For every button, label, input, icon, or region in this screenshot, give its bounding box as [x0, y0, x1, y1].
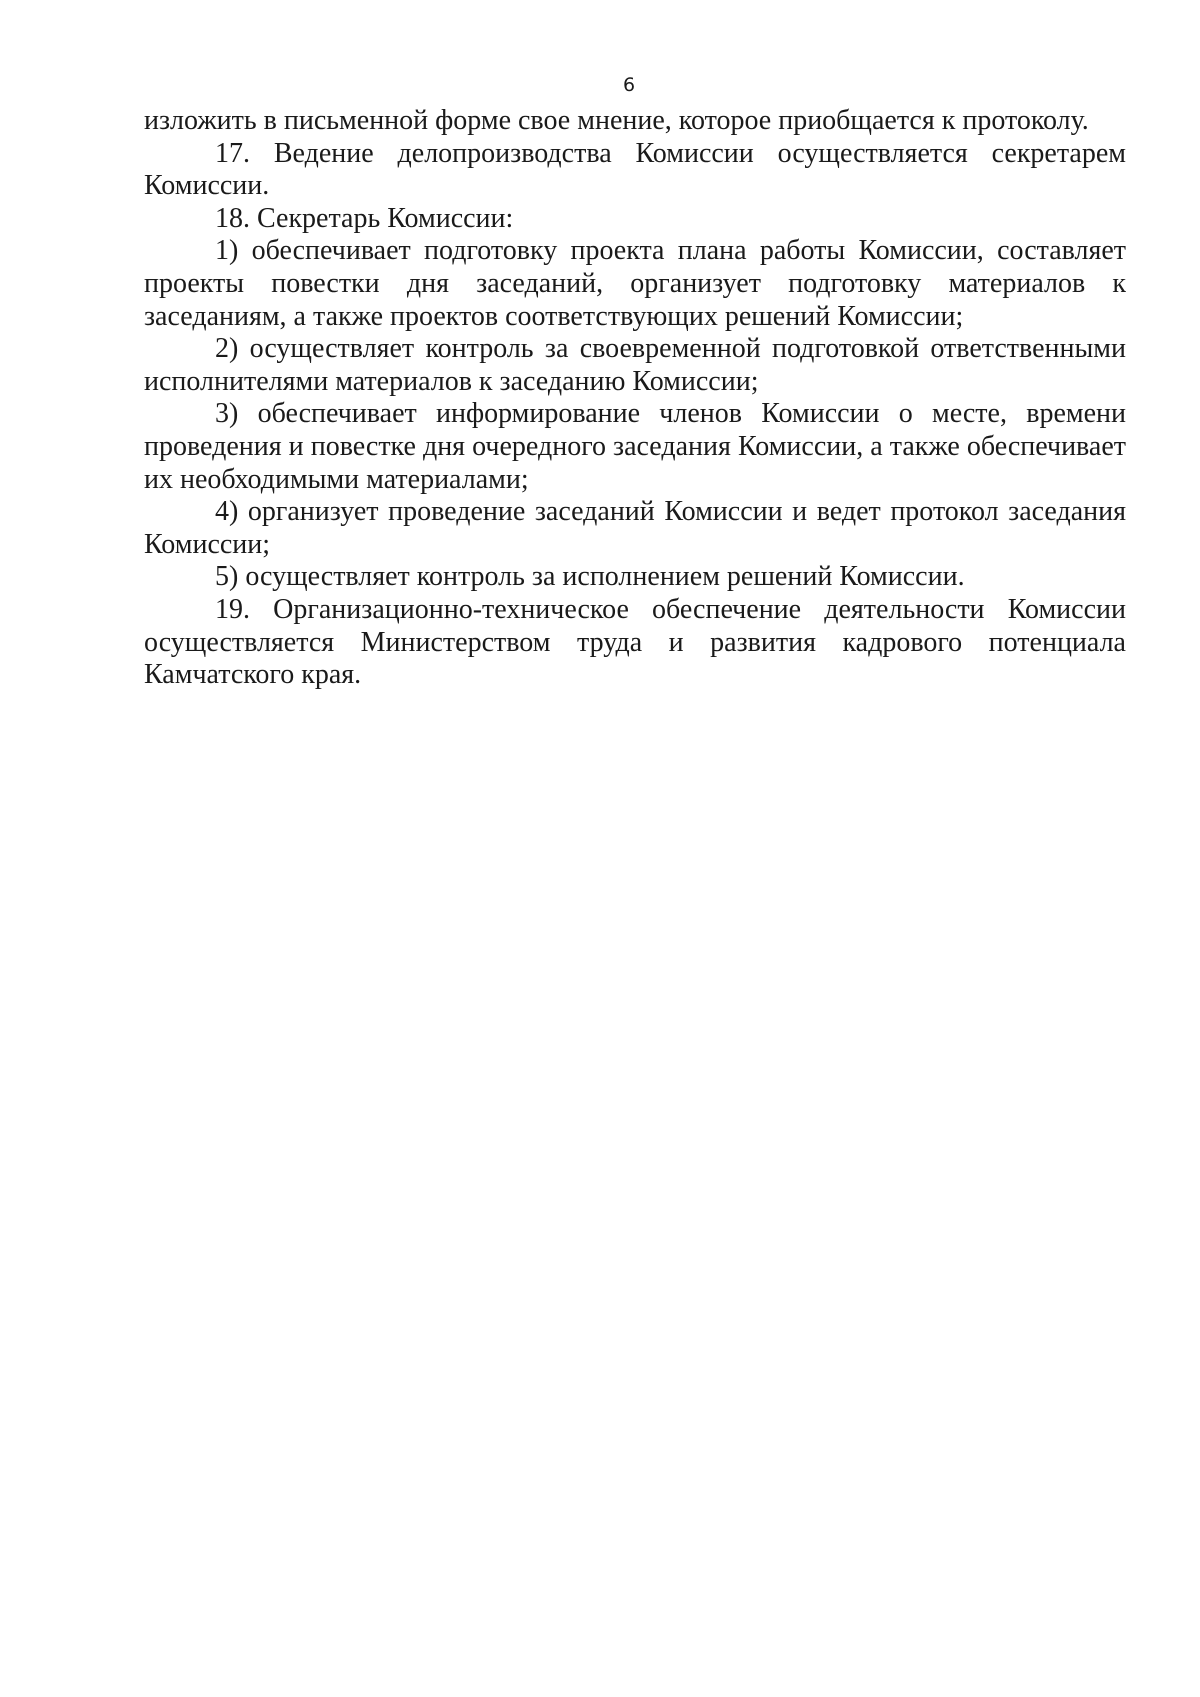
document-body: [144, 105, 1126, 692]
paragraph-item-18-5: 5) осуществляет контроль за исполнением решений Комиссии.: [215, 561, 965, 593]
paragraph-item-19: 19. Организационно-техническое обеспечение деятельности Комиссии осуществляется Министерством труда и развития кадрового потенциала Камчатского края.: [144, 593, 1126, 691]
paragraph-continuation: изложить в письменной форме свое мнение, которое приобщается к протоколу.: [144, 105, 1089, 136]
paragraph-item-18-3: 3) обеспечивает информирование членов Комиссии о месте, времени проведения и повестке дня очередного заседания Комиссии, а также обеспечивает их необходимыми материалами;: [144, 398, 1126, 495]
paragraph-item-18-4: 4) организует проведение заседаний Комиссии и ведет протокол заседания Комиссии;: [144, 496, 1126, 560]
paragraph-item-17: 17. Ведение делопроизводства Комиссии осуществляется секретарем Комиссии.: [144, 137, 1126, 202]
page-number: 6: [622, 74, 636, 96]
paragraph-item-18: 18. Секретарь Комиссии:: [215, 202, 514, 234]
paragraph-item-18-2: 2) осуществляет контроль за своевременной подготовкой ответственными исполнителями материалов к заседанию Комиссии;: [144, 333, 1126, 397]
paragraph-item-18-1: 1) обеспечивает подготовку проекта плана работы Комиссии, составляет проекты повестки дня заседаний, организует подготовку материалов к заседаниям, а также проектов соответствующих решений Комиссии;: [144, 235, 1126, 332]
